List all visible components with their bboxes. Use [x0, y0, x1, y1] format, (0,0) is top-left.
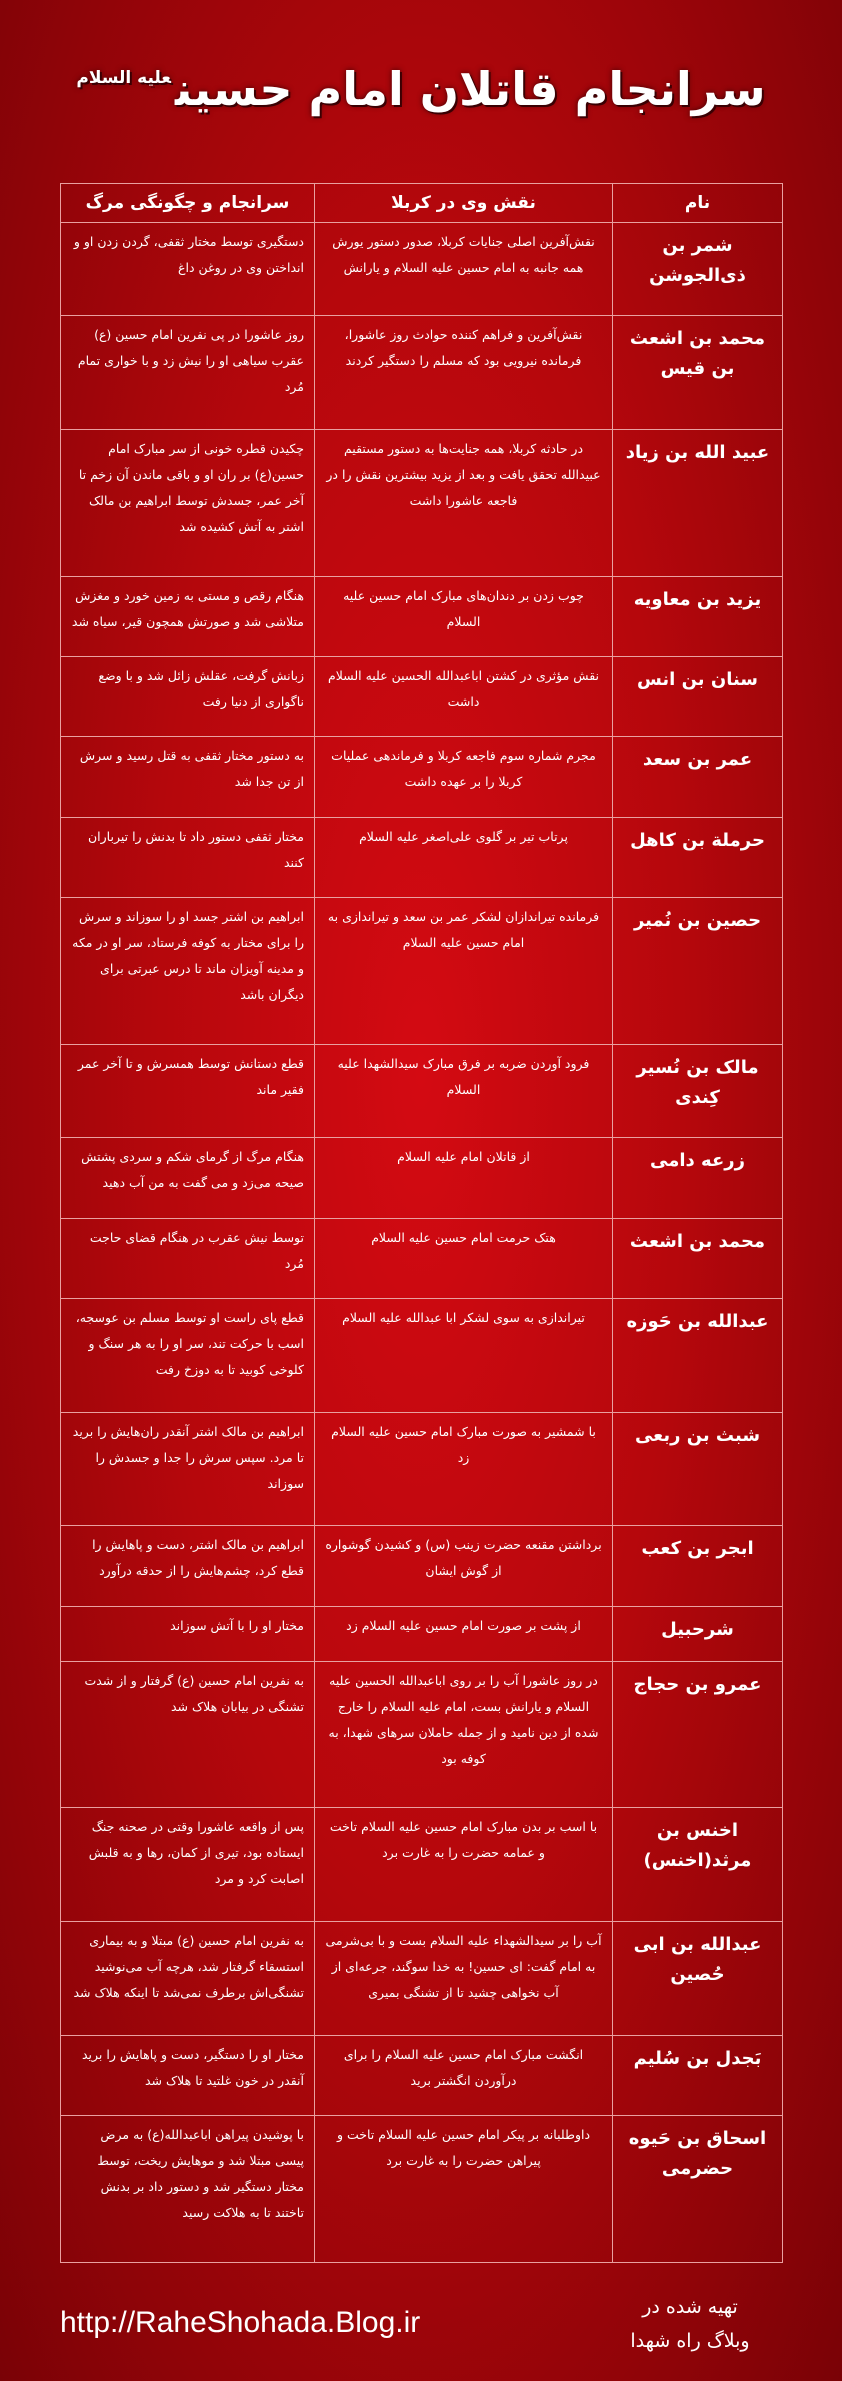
role-cell: پرتاب تیر بر گلوی علی‌اصغر علیه السلام — [315, 817, 613, 897]
killers-table-container — [60, 183, 782, 2263]
name-cell: حرملة بن کاهل — [613, 817, 783, 897]
table-row — [61, 1299, 783, 1413]
fate-cell: هنگام رقص و مستی به زمین خورد و مغزش متلاشی شد و صورتش همچون قیر، سیاه شد — [61, 576, 315, 656]
fate-cell: ابراهیم بن اشتر جسد او را سوزاند و سرش را برای مختار به کوفه فرستاد، سر او در مکه و مدینه آویزان ماند تا درس عبرتی برای دیگران باشد — [61, 898, 315, 1045]
role-cell: برداشتن مقنعه حضرت زینب (س) و کشیدن گوشواره از گوش ایشان — [315, 1526, 613, 1606]
name-cell: اسحاق بن حَیوه حضرمی — [613, 2116, 783, 2263]
credit-line-1: تهیه شده در — [642, 2296, 738, 2318]
fate-cell: زبانش گرفت، عقلش زائل شد و با وضع ناگواری از دنیا رفت — [61, 657, 315, 737]
role-cell: هتک حرمت امام حسین علیه السلام — [315, 1218, 613, 1298]
name-cell: عبدالله بن ابی حُصین — [613, 1922, 783, 2036]
name-cell: یزید بن معاویه — [613, 576, 783, 656]
fate-cell: به دستور مختار ثقفی به قتل رسید و سرش از تن جدا شد — [61, 737, 315, 817]
name-cell: عبدالله بن حَوزه — [613, 1299, 783, 1413]
table-row — [61, 898, 783, 1045]
table-row — [61, 1138, 783, 1218]
table-row — [61, 223, 783, 316]
name-cell: بَجدل بن سُلیم — [613, 2035, 783, 2115]
role-cell: در حادثه کربلا، همه جنایت‌ها به دستور مستقیم عبیدالله تحقق یافت و بعد از یزید بیشترین نقش را در فاجعه عاشورا داشت — [315, 429, 613, 576]
fate-cell: ابراهیم بن مالک اشتر آنقدر ران‌هایش را برید تا مرد. سپس سرش را جدا و جسدش را سوزاند — [61, 1412, 315, 1526]
fate-cell: مختار او را با آتش سوزاند — [61, 1606, 315, 1661]
table-row — [61, 1808, 783, 1922]
role-cell: انگشت مبارک امام حسین علیه السلام را برای درآوردن انگشتر برید — [315, 2035, 613, 2115]
fate-cell: ابراهیم بن مالک اشتر، دست و پاهایش را قطع کرد، چشم‌هایش را از حدقه درآورد — [61, 1526, 315, 1606]
credit-text — [600, 2290, 780, 2358]
name-cell: عمر بن سعد — [613, 737, 783, 817]
role-cell: تیراندازی به سوی لشکر ابا عبدالله علیه السلام — [315, 1299, 613, 1413]
table-row — [61, 817, 783, 897]
table-row — [61, 737, 783, 817]
role-cell: با اسب بر بدن مبارک امام حسین علیه السلام تاخت و عمامه حضرت را به غارت برد — [315, 1808, 613, 1922]
role-cell: با شمشیر به صورت مبارک امام حسین علیه السلام زد — [315, 1412, 613, 1526]
role-cell: چوب زدن بر دندان‌های مبارک امام حسین علیه السلام — [315, 576, 613, 656]
role-cell: آب را بر سیدالشهداء علیه السلام بست و با بی‌شرمی به امام گفت: ای حسین! به خدا سوگند، جرعه‌ای از آب نخواهی چشید تا از تشنگی بمیری — [315, 1922, 613, 2036]
table-row — [61, 429, 783, 576]
table-row — [61, 657, 783, 737]
name-cell: ابجر بن کعب — [613, 1526, 783, 1606]
role-cell: فرود آوردن ضربه بر فرق مبارک سیدالشهدا علیه السلام — [315, 1045, 613, 1138]
title-honorific: علیه السلام — [76, 68, 171, 88]
fate-cell: چکیدن قطره خونی از سر مبارک امام حسین(ع) بر ران او و باقی ماندن آن زخم تا آخر عمر، جسدش توسط ابراهیم بن مالک اشتر به آتش کشیده شد — [61, 429, 315, 576]
table-body — [61, 223, 783, 2263]
name-cell: شبث بن ربعی — [613, 1412, 783, 1526]
header-fate: سرانجام و چگونگی مرگ — [61, 184, 315, 223]
fate-cell: با پوشیدن پیراهن اباعبدالله(ع) به مرض پیسی مبتلا شد و موهایش ریخت، توسط مختار دستگیر شد و دستور داد بر بدنش تاختند تا به هلاکت رسید — [61, 2116, 315, 2263]
table-row — [61, 1412, 783, 1526]
name-cell: محمد بن اشعث — [613, 1218, 783, 1298]
role-cell: نقش‌آفرین و فراهم کننده حوادث روز عاشورا، فرمانده نیرویی بود که مسلم را دستگیر کردند — [315, 316, 613, 430]
page-title — [0, 62, 842, 116]
role-cell: نقش مؤثری در کشتن اباعبدالله الحسین علیه السلام داشت — [315, 657, 613, 737]
name-cell: مالک بن نُسیر کِندی — [613, 1045, 783, 1138]
table-row — [61, 1922, 783, 2036]
fate-cell: قطع پای راست او توسط مسلم بن عوسجه، اسب با حرکت تند، سر او را به هر سنگ و کلوخی کوبید تا به دوزخ رفت — [61, 1299, 315, 1413]
name-cell: شرحبیل — [613, 1606, 783, 1661]
role-cell: از قاتلان امام علیه السلام — [315, 1138, 613, 1218]
table-row — [61, 576, 783, 656]
fate-cell: دستگیری توسط مختار ثقفی، گردن زدن او و انداختن وی در روغن داغ — [61, 223, 315, 316]
table-row — [61, 1218, 783, 1298]
killers-table — [60, 183, 783, 2263]
name-cell: محمد بن اشعث بن قیس — [613, 316, 783, 430]
fate-cell: مختار ثقفی دستور داد تا بدنش را تیرباران کنند — [61, 817, 315, 897]
role-cell: نقش‌آفرین اصلی جنایات کربلا، صدور دستور یورش همه جانبه به امام حسین علیه السلام و یارانش — [315, 223, 613, 316]
blog-url: http://RaheShohada.Blog.ir — [60, 2306, 421, 2339]
fate-cell: هنگام مرگ از گرمای شکم و سردی پشتش صیحه می‌زد و می گفت به من آب دهید — [61, 1138, 315, 1218]
role-cell: در روز عاشورا آب را بر روی اباعبدالله الحسین علیه السلام و یارانش بست، امام علیه السلام را خارج شده از دین نامید و از جمله حاملان سرهای شهدا، به کوفه بود — [315, 1661, 613, 1808]
page-title-text: سرانجام قاتلان امام حسین — [174, 62, 766, 116]
fate-cell: به نفرین امام حسین (ع) مبتلا و به بیماری استسقاء گرفتار شد، هرچه آب می‌نوشید تشنگی‌اش برطرف نمی‌شد تا اینکه هلاک شد — [61, 1922, 315, 2036]
table-row — [61, 2035, 783, 2115]
fate-cell: به نفرین امام حسین (ع) گرفتار و از شدت تشنگی در بیابان هلاک شد — [61, 1661, 315, 1808]
table-header-row — [61, 184, 783, 223]
table-row — [61, 1606, 783, 1661]
fate-cell: روز عاشورا در پی نفرین امام حسین (ع) عقرب سیاهی او را نیش زد و با خواری تمام مُرد — [61, 316, 315, 430]
fate-cell: پس از واقعه عاشورا وقتی در صحنه جنگ ایستاده بود، تیری از کمان، رها و به قلبش اصابت کرد و مرد — [61, 1808, 315, 1922]
role-cell: از پشت بر صورت امام حسین علیه السلام زد — [315, 1606, 613, 1661]
header-role: نقش وی در کربلا — [315, 184, 613, 223]
fate-cell: مختار او را دستگیر، دست و پاهایش را برید آنقدر در خون غلتید تا هلاک شد — [61, 2035, 315, 2115]
table-row — [61, 316, 783, 430]
role-cell: فرمانده تیراندازان لشکر عمر بن سعد و تیراندازی به امام حسین علیه السلام — [315, 898, 613, 1045]
table-row — [61, 2116, 783, 2263]
name-cell: عبید الله بن زیاد — [613, 429, 783, 576]
name-cell: شمر بن ذی‌الجوشن — [613, 223, 783, 316]
role-cell: داوطلبانه بر پیکر امام حسین علیه السلام تاخت و پیراهن حضرت را به غارت برد — [315, 2116, 613, 2263]
table-row — [61, 1045, 783, 1138]
name-cell: زرعه دامی — [613, 1138, 783, 1218]
header-name: نام — [613, 184, 783, 223]
fate-cell: توسط نیش عقرب در هنگام قضای حاجت مُرد — [61, 1218, 315, 1298]
name-cell: اخنس بن مرثد(اخنس) — [613, 1808, 783, 1922]
credit-line-2: وبلاگ راه شهدا — [630, 2330, 750, 2352]
role-cell: مجرم شماره سوم فاجعه کربلا و فرماندهی عملیات کربلا را بر عهده داشت — [315, 737, 613, 817]
name-cell: حصین بن نُمیر — [613, 898, 783, 1045]
table-row — [61, 1661, 783, 1808]
name-cell: عمرو بن حجاج — [613, 1661, 783, 1808]
fate-cell: قطع دستانش توسط همسرش و تا آخر عمر فقیر ماند — [61, 1045, 315, 1138]
name-cell: سنان بن انس — [613, 657, 783, 737]
table-row — [61, 1526, 783, 1606]
